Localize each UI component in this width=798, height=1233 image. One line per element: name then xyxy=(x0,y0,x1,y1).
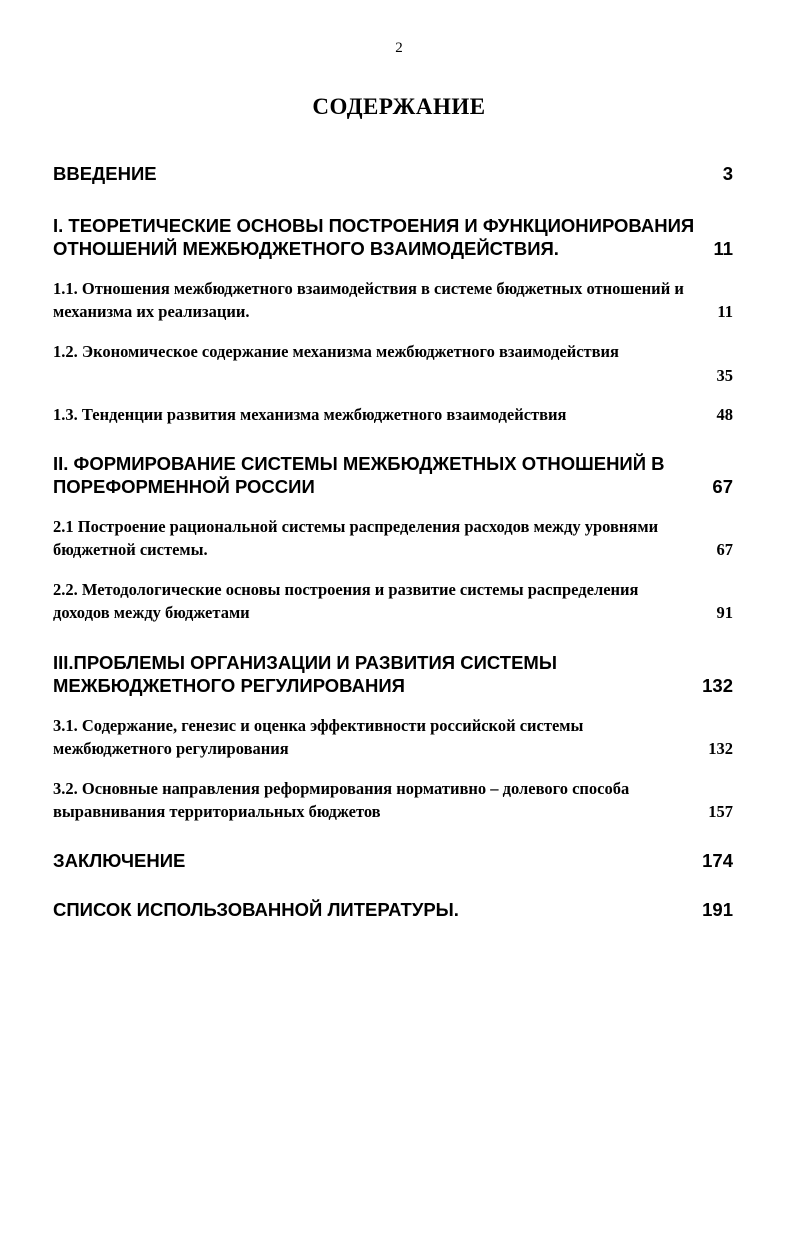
toc-entry-conclusion xyxy=(53,849,733,872)
toc-entry-section-2-1 xyxy=(53,515,733,561)
toc-entry-text: 3.2. Основные направления реформирования нормативно – долевого способа выравнивания территориальных бюджетов xyxy=(53,779,630,821)
toc-entry-section-2-2 xyxy=(53,578,733,624)
toc-entry-page: 174 xyxy=(702,850,733,871)
toc-entry-bibliography xyxy=(53,898,733,921)
toc-entry-text: ВВЕДЕНИЕ xyxy=(53,163,157,184)
toc-entry-page: 11 xyxy=(713,238,733,259)
toc-entry-page: 67 xyxy=(716,540,733,559)
toc-entry-introduction xyxy=(53,162,733,185)
toc-entry-section-3-1 xyxy=(53,714,733,760)
toc-entry-text: ЗАКЛЮЧЕНИЕ xyxy=(53,850,186,871)
toc-entry-text: 1.1. Отношения межбюджетного взаимодействия в системе бюджетных отношений и механизма их реализации. xyxy=(53,279,684,321)
toc-entry-page: 191 xyxy=(702,899,733,920)
toc-entry-page: 157 xyxy=(708,802,733,821)
toc-entry-section-3-2 xyxy=(53,777,733,823)
toc-entry-text: 2.2. Методологические основы построения и развитие системы распределения доходов между бюджетами xyxy=(53,580,639,622)
toc-entry-chapter-1 xyxy=(53,214,733,260)
page-number: 2 xyxy=(395,40,403,56)
page-title: СОДЕРЖАНИЕ xyxy=(312,94,486,119)
toc-entry-text: I. ТЕОРЕТИЧЕСКИЕ ОСНОВЫ ПОСТРОЕНИЯ И ФУНКЦИОНИРОВАНИЯ ОТНОШЕНИЙ МЕЖБЮДЖЕТНОГО ВЗАИМОДЕЙСТВИЯ. xyxy=(53,215,695,259)
toc-entry-page: 91 xyxy=(716,603,733,622)
toc-entry-page: 35 xyxy=(716,366,733,385)
toc-entry-chapter-2 xyxy=(53,452,733,498)
toc-entry-chapter-3 xyxy=(53,651,733,697)
toc-entry-text: 3.1. Содержание, генезис и оценка эффективности российской системы межбюджетного регулирования xyxy=(53,716,584,758)
toc-entry-section-1-1 xyxy=(53,277,733,323)
toc-entry-section-1-2 xyxy=(53,340,733,385)
toc-entry-text: II. ФОРМИРОВАНИЕ СИСТЕМЫ МЕЖБЮДЖЕТНЫХ ОТНОШЕНИЙ В ПОРЕФОРМЕННОЙ РОССИИ xyxy=(53,453,665,497)
toc-entry-text: 2.1 Построение рациональной системы распределения расходов между уровнями бюджетной системы. xyxy=(53,517,659,559)
toc-entry-section-1-3 xyxy=(53,403,733,426)
toc-entry-page: 132 xyxy=(702,675,733,696)
toc-entry-page: 11 xyxy=(717,302,733,321)
toc-entry-page: 132 xyxy=(708,739,733,758)
toc-entry-page: 67 xyxy=(712,476,733,497)
toc-entry-page: 3 xyxy=(722,163,733,184)
toc-entry-text: 1.3. Тенденции развития механизма межбюджетного взаимодействия xyxy=(53,405,567,424)
toc-entry-text: 1.2. Экономическое содержание механизма межбюджетного взаимодействия xyxy=(53,342,619,361)
toc-entry-page: 48 xyxy=(716,405,733,424)
toc-entry-text: III.ПРОБЛЕМЫ ОРГАНИЗАЦИИ И РАЗВИТИЯ СИСТЕМЫ МЕЖБЮДЖЕТНОГО РЕГУЛИРОВАНИЯ xyxy=(53,652,557,696)
toc-entry-text: СПИСОК ИСПОЛЬЗОВАННОЙ ЛИТЕРАТУРЫ. xyxy=(53,899,459,920)
